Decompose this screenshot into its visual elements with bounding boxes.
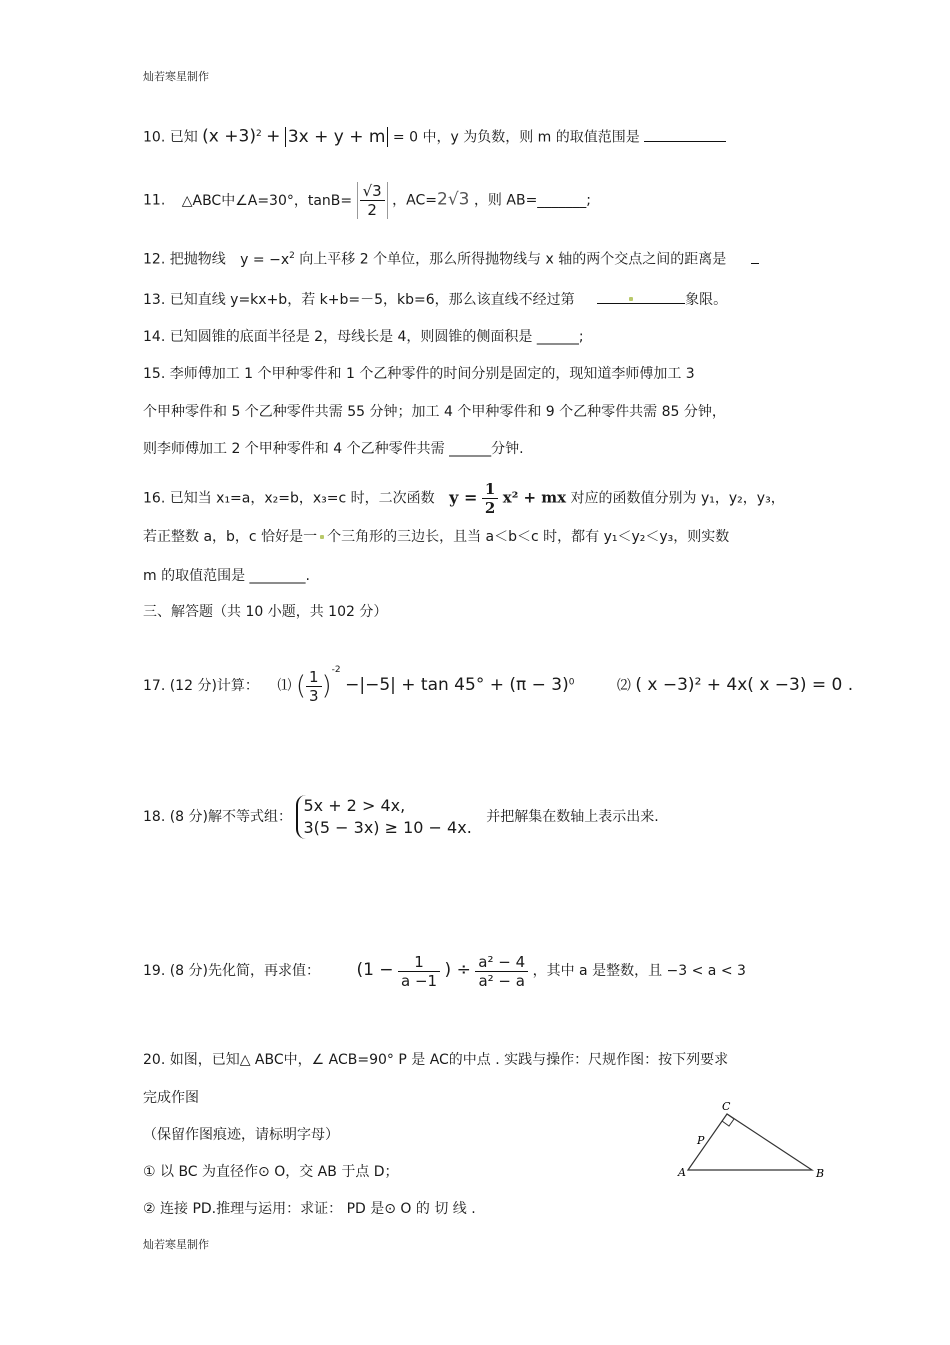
q12-expr: y = −x (240, 251, 290, 268)
q16-x2: x² + mx (502, 488, 567, 507)
q10-text: 中，y 为负数，则 m 的取值范围是 (422, 129, 640, 146)
q10-plus: + (266, 126, 281, 147)
question-14: 14. 已知圆锥的底面半径是 2，母线长是 4，则圆锥的侧面积是 ______; (143, 329, 584, 345)
question-20-line-1: 20. 如图，已知△ ABC中，∠ ACB=90° P 是 AC的中点 . 实践与操作：尺规作图：按下列要求 (143, 1052, 729, 1068)
q18-label: 18. (8 分)解不等式组： (143, 809, 292, 825)
q17-numerator: 1 (306, 668, 322, 687)
q17-rest: −|−5| + tan 45° + (π − 3) (345, 675, 569, 695)
q17-fraction (306, 668, 322, 705)
q10-blank (644, 127, 726, 142)
q17-label: 17. (12 分)计算： (143, 678, 259, 694)
q10-eq: = 0 (392, 129, 419, 146)
question-12 (143, 246, 759, 270)
q16-denominator: 2 (484, 499, 496, 517)
question-20-line-3: （保留作图痕迹，请标明字母） (143, 1127, 339, 1143)
q13-text: 13. 已知直线 y=kx+b，若 k+b=－5，kb=6，那么该直线不经过第 (143, 292, 575, 308)
q19-label: 19. (8 分)先化简，再求值： (143, 963, 320, 979)
q17-expr-2: ( x −3)² + 4x( x −3) = 0 . (635, 675, 854, 695)
q10-label: 10. 已知 (143, 129, 198, 146)
q13-tail: 象限。 (685, 292, 728, 308)
question-13 (143, 289, 727, 310)
q10-square: 2 (255, 129, 262, 139)
q19-pre: (1 − (356, 960, 394, 980)
q11-text-3: ，则 AB=_______; (473, 192, 592, 209)
q16-text-1a: 16. 已知当 x₁=a，x₂=b，x₃=c 时，二次函数 (143, 490, 435, 507)
q16-text-2a: 若正整数 a，b，c 恰好是一 (143, 529, 318, 545)
q16-fraction (482, 480, 498, 517)
q19-fraction-2 (475, 953, 528, 990)
question-15-line-2: 个甲种零件和 5 个乙种零件共需 55 分钟；加工 4 个甲种零件和 9 个乙种零件共需 85 分钟， (143, 404, 726, 420)
question-20-line-4: ① 以 BC 为直径作⊙ O，交 AB 于点 D； (143, 1164, 399, 1180)
q12-square: 2 (289, 251, 295, 261)
page-header: 灿若寒星制作 (143, 70, 209, 83)
question-15-line-3: 则李师傅加工 2 个甲种零件和 4 个乙种零件共需 ______分钟. (143, 441, 524, 457)
question-16-line-1 (143, 480, 785, 517)
question-20-line-2: 完成作图 (143, 1090, 199, 1106)
q18-inequality-system (296, 795, 471, 839)
q11-text-1: △ABC中∠A=30°，tanB= (181, 192, 353, 209)
page-footer: 灿若寒星制作 (143, 1238, 209, 1251)
question-15-line-1: 15. 李师傅加工 1 个甲种零件和 1 个乙种零件的时间分别是固定的，现知道李师傅加工 3 (143, 366, 695, 382)
q17-part-1: ⑴ (277, 678, 292, 694)
q12-label: 12. 把抛物线 (143, 251, 226, 268)
q11-tan-fraction (357, 182, 388, 219)
label-p: P (697, 1134, 705, 1147)
q12-text: 向上平移 2 个单位，那么所得抛物线与 x 轴的两个交点之间的距离是 (299, 251, 727, 268)
q16-numerator: 1 (482, 480, 498, 499)
q19-fraction-1 (398, 953, 440, 990)
q11-denominator: 2 (367, 201, 377, 219)
q11-ac-value: 2√3 (437, 189, 470, 210)
q18-row-2: 3(5 − 3x) ≥ 10 − 4x. (303, 818, 472, 837)
question-16-line-2 (143, 527, 729, 547)
q17-zero-exp: 0 (568, 677, 575, 688)
q16-text-1b: 对应的函数值分别为 y₁，y₂，y₃， (570, 490, 785, 507)
q17-paren-close: ) (321, 671, 332, 701)
q19-numerator-1: 1 (398, 953, 440, 972)
q12-blank (751, 249, 759, 264)
q17-denominator: 3 (308, 686, 319, 705)
question-16-line-3: m 的取值范围是 ________. (143, 568, 310, 584)
question-17 (143, 650, 853, 706)
triangle-abc (688, 1114, 812, 1170)
q16-y: y = (449, 487, 478, 507)
right-angle-mark (722, 1114, 734, 1126)
label-b: B (816, 1167, 825, 1180)
label-a: A (678, 1166, 686, 1179)
question-11 (143, 182, 591, 219)
q19-denominator-2: a² − a (478, 971, 525, 990)
question-10 (143, 124, 726, 148)
q13-blank (597, 289, 685, 304)
q16-mark (320, 535, 324, 539)
q11-numerator: √3 (360, 182, 385, 201)
question-18 (143, 792, 659, 842)
q17-exponent: -2 (331, 665, 341, 675)
triangle-figure (672, 1098, 832, 1182)
q19-mid: ) ÷ (444, 960, 471, 980)
q10-abs: 3x + y + m (285, 127, 389, 147)
q19-numerator-2: a² − 4 (475, 953, 528, 972)
q19-denominator-1: a −1 (401, 971, 438, 990)
q10-expr-a: (x +3) (202, 126, 256, 147)
q16-text-2b: 个三角形的三边长，且当 a＜b＜c 时，都有 y₁＜y₂＜y₃，则实数 (327, 529, 730, 545)
q18-tail: 并把解集在数轴上表示出来. (486, 809, 659, 825)
q19-tail: ，其中 a 是整数，且 −3 < a < 3 (532, 963, 746, 979)
question-19 (143, 945, 746, 996)
q11-text-2: ，AC= (392, 192, 438, 209)
section-3-heading: 三、解答题（共 10 小题，共 102 分） (143, 604, 388, 620)
q11-label: 11. (143, 192, 166, 209)
label-c: C (722, 1100, 731, 1113)
q18-row-1: 5x + 2 > 4x, (303, 796, 406, 815)
question-20-line-5: ② 连接 PD.推理与运用：求证： PD 是⊙ O 的 切 线 . (143, 1201, 476, 1217)
q17-paren-open: ( (295, 671, 306, 701)
q13-mark (629, 297, 633, 301)
q17-part-2: ⑵ (616, 678, 631, 694)
